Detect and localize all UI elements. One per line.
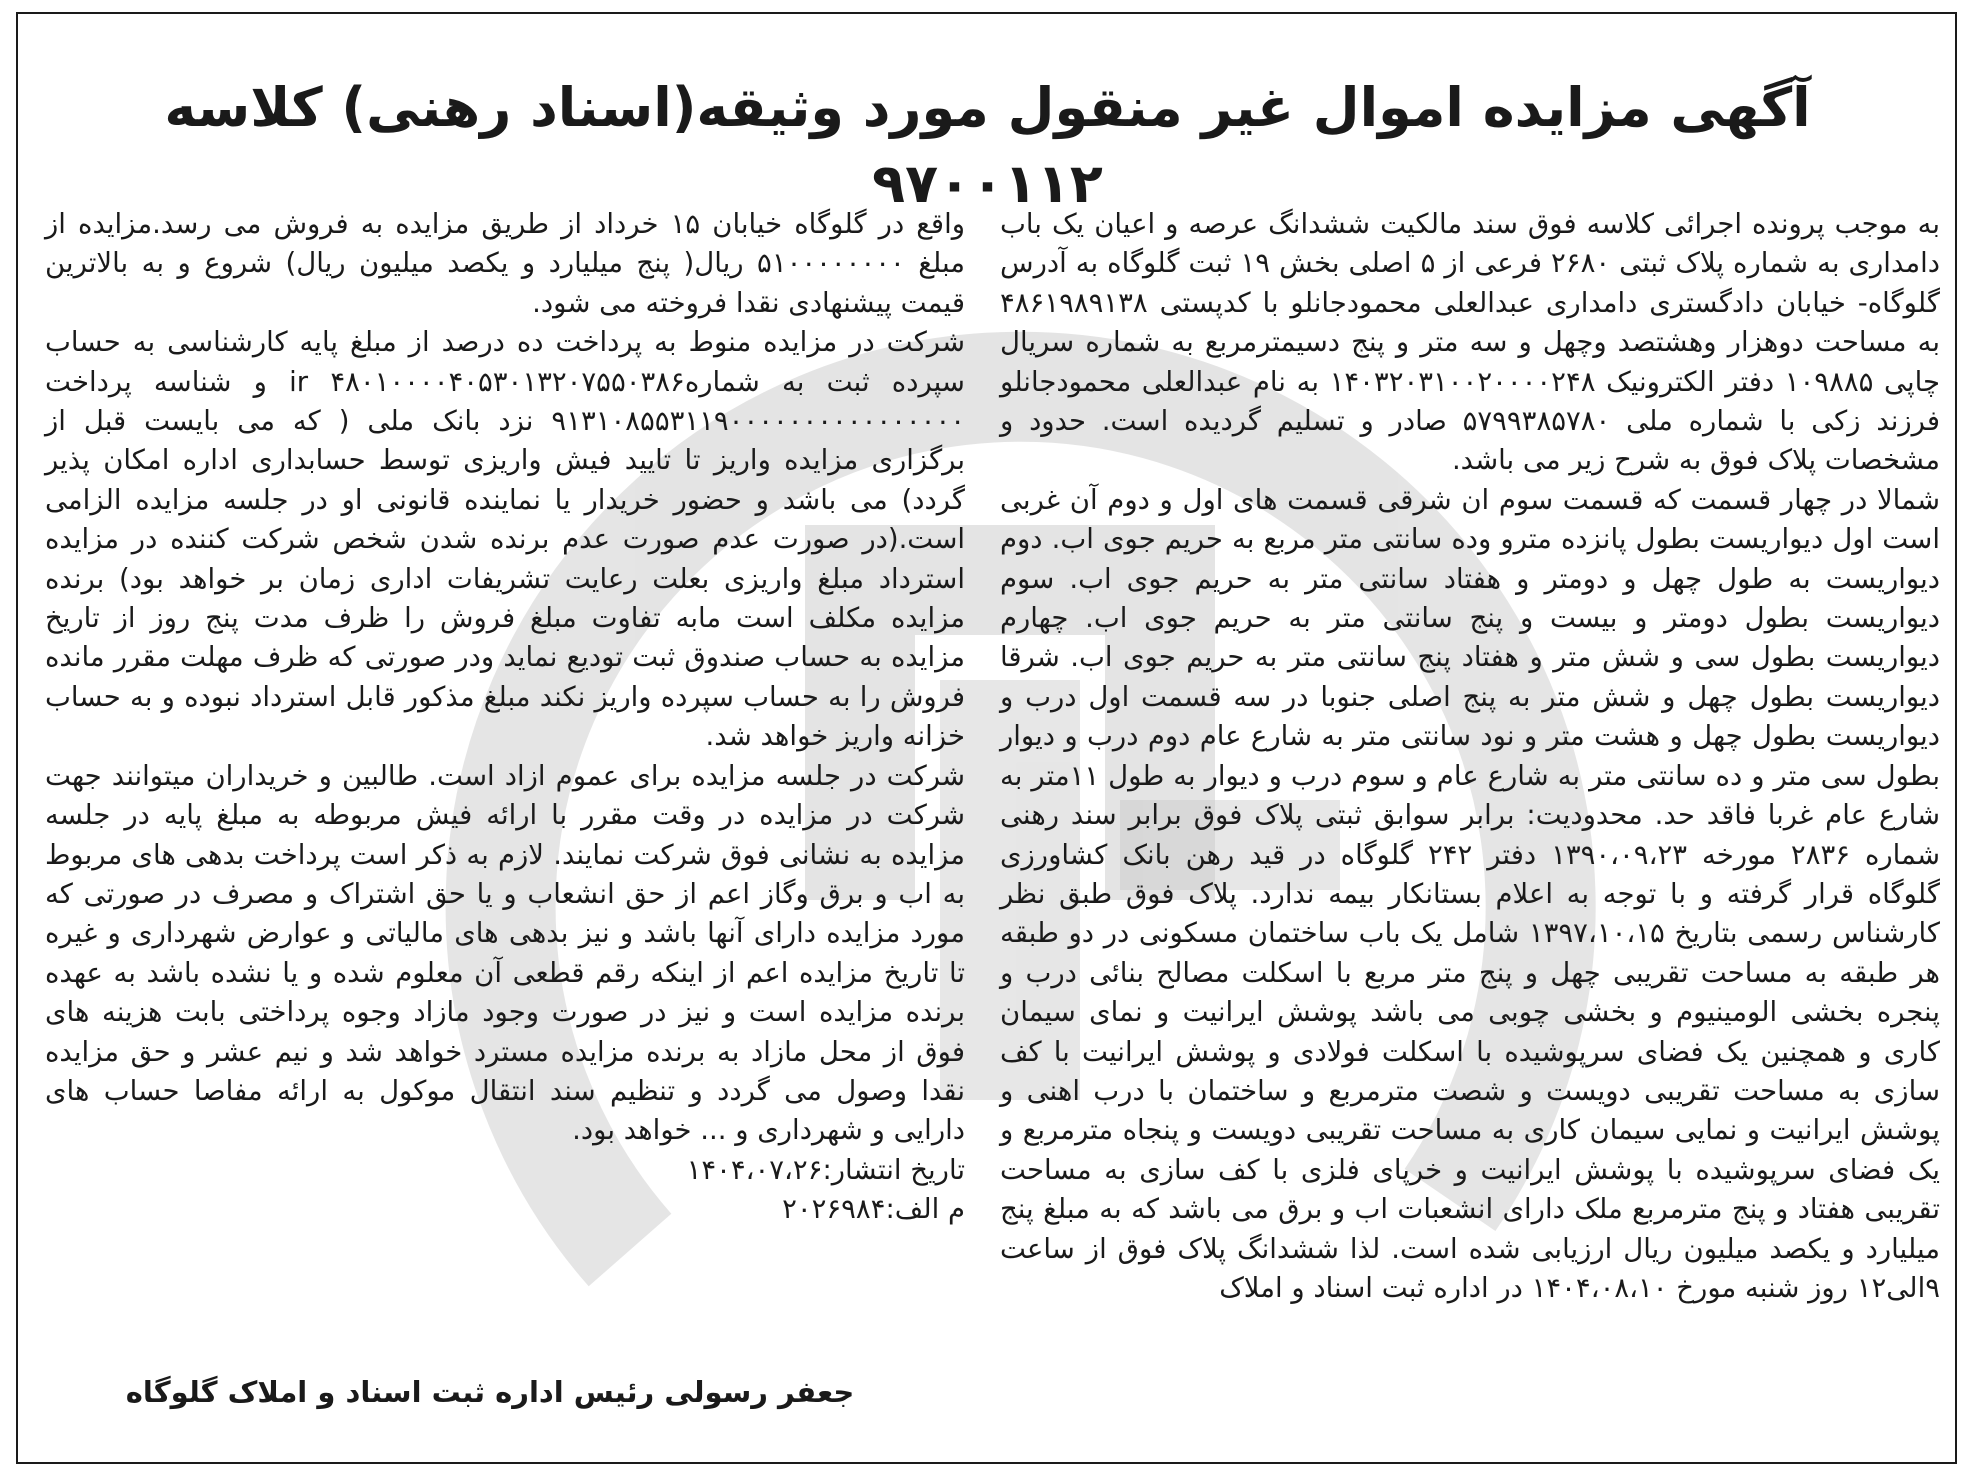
reference-number: م الف:۲۰۲۶۹۸۴ (782, 1193, 965, 1226)
auction-location-paragraph: واقع در گلوگاه خیابان ۱۵ خرداد از طریق مزایده به فروش می رسد.مزایده از مبلغ ۵۱۰۰۰۰۰۰۰۰ ریال( پنج میلیارد و یکصد میلیون ریال) شروع و به بالاترین قیمت پیشنهادی نقدا فروخته می شود. (45, 208, 965, 319)
page-title: آگهی مزایده اموال غیر منقول مورد وثیقه(اسناد رهنی) کلاسه ۹۷۰۰۱۱۲ (164, 76, 1811, 215)
signature-line: جعفر رسولی رئیس اداره ثبت اسناد و املاک گلوگاه (125, 1375, 855, 1409)
participation-terms-paragraph: شرکت در مزایده منوط به پرداخت ده درصد از مبلغ پایه کارشناسی به حساب سپرده ثبت به شماره۴۸۰۱۰۰۰۰۴۰۵۳۰۱۳۲۰۷۵۵۰۳۸۶ ir و شناسه پرداخت ۹۱۳۱۰۸۵۵۳۱۱۹۰۰۰۰۰۰۰۰۰۰۰۰۰۰۰۰ نزد بانک ملی ( که می بایست قبل از برگزاری مزایده واریز تا تایید فیش واریزی توسط حسابداری اداره امکان پذیر گردد) می باشد و حضور خریدار یا نماینده قانونی او در جلسه مزایده الزامی است.(در صورت عدم صورت عدم برنده شدن شخص شرکت کننده در مزایده استرداد مبلغ واریزی بعلت رعایت تشریفات اداری زمان بر خواهد بود) برنده مزایده مکلف است مابه تفاوت مبلغ فروش را ظرف مدت پنج روز از تاریخ مزایده به حساب صندوق ثبت تودیع نماید ودر صورتی که ظرف مهلت مقرر مانده فروش را به حساب سپرده واریز نکند مبلغ مذکور قابل استرداد نبوده و به حساب خزانه واریز خواهد شد. (45, 326, 965, 753)
publish-date: تاریخ انتشار:۱۴۰۴،۰۷،۲۶ (686, 1153, 965, 1186)
left-column (45, 205, 965, 1230)
property-description-paragraph: به موجب پرونده اجرائی کلاسه فوق سند مالکیت ششدانگ عرصه و اعیان یک باب دامداری به شماره پلاک ثبتی ۲۶۸۰ فرعی از ۵ اصلی بخش ۱۹ ثبت گلوگاه به آدرس گلوگاه- خیابان دادگستری دامداری عبدالعلی محمودجانلو با کدپستی ۴۸۶۱۹۸۹۱۳۸ به مساحت دوهزار وهشتصد وچهل و سه متر و پنج دسیمترمربع به شماره سریال چاپی ۱۰۹۸۸۵ دفتر الکترونیک ۱۴۰۳۲۰۳۱۰۰۲۰۰۰۰۲۴۸ به نام عبدالعلی محمودجانلو فرزند زکی با شماره ملی ۵۷۹۹۳۸۵۷۸۰ صادر و تسلیم گردیده است. حدود و مشخصات پلاک فوق به شرح زیر می باشد. (1000, 208, 1941, 477)
public-session-paragraph: شرکت در جلسه مزایده برای عموم ازاد است. طالبین و خریداران میتوانند جهت شرکت در مزایده در وقت مقرر با ارائه فیش مربوطه به مبلغ پایه در جلسه مزایده به نشانی فوق شرکت نمایند. لازم به ذکر است پرداخت بدهی های مربوط به اب و برق وگاز اعم از حق انشعاب و یا حق اشتراک و مصرف در صورتی که مورد مزایده دارای آنها باشد و نیز بدهی های مالیاتی و عوارض شهرداری و غیره تا تاریخ مزایده اعم از اینکه رقم قطعی آن معلوم شده و یا نشده باشد به عهده برنده مزایده است و نیز در صورت وجود مازاد وجوه پرداختی بابت هزینه های فوق از محل مازاد به برنده مزایده مسترد خواهد شد و نیم عشر و حق مزایده نقدا وصول می گردد و تنظیم سند انتقال موکول به ارائه مفاصا حساب های دارایی و شهرداری و ... خواهد بود. (45, 759, 965, 1147)
right-column (1000, 205, 1940, 1308)
boundaries-paragraph: شمالا در چهار قسمت که قسمت سوم ان شرقی قسمت های اول و دوم آن غربی است اول دیواریست بطول پانزده مترو وده سانتی متر مربع به حریم جوی اب. دوم دیواریست به طول چهل و دومتر و هفتاد سانتی متر به حریم جوی اب. سوم دیواریست بطول دومتر و بیست و پنج سانتی متر به حریم جوی اب. چهارم دیواریست بطول سی و شش متر و هفتاد پنج سانتی متر به حریم جوی اب. شرقا دیواریست بطول چهل و شش متر به پنج اصلی جنوبا در سه قسمت اول درب و دیواریست بطول چهل و هشت متر و نود سانتی متر به شارع عام دوم درب و دیوار بطول سی متر و ده سانتی متر به شارع عام و سوم درب و دیوار به طول ۱۱متر به شارع عام غربا فاقد حد. محدودیت: برابر سوابق ثبتی پلاک فوق برابر سند رهنی شماره ۲۸۳۶ مورخه ۱۳۹۰،۰۹،۲۳ دفتر ۲۴۲ گلوگاه در قید رهن بانک کشاورزی گلوگاه قرار گرفته و با توجه به اعلام بستانکار بیمه ندارد. پلاک فوق طبق نظر کارشناس رسمی بتاریخ ۱۳۹۷،۱۰،۱۵ شامل یک باب ساختمان مسکونی در دو طبقه هر طبقه به مساحت تقریبی چهل و پنج متر مربع با اسکلت مصالح بنائی درب و پنجره بخشی الومینیوم و بخشی چوبی می باشد پوشش ایرانیت و نمای سیمان کاری و همچنین یک فضای سرپوشیده با اسکلت فولادی و پوشش ایرانیت با کف سازی به مساحت تقریبی دویست و شصت مترمربع و ساختمان با درب اهنی و پوشش ایرانیت و نمایی سیمان کاری به مساحت تقریبی دویست و پنجاه مترمربع و یک فضای سرپوشیده با پوشش ایرانیت و خرپای فلزی با کف سازی به مساحت تقریبی هفتاد و پنج مترمربع ملک دارای انشعبات اب و برق می باشد که به مبلغ پنج میلیارد و یکصد میلیون ریال ارزیابی شده است. لذا ششدانگ پلاک فوق از ساعت ۹الی۱۲ روز شنبه مورخ ۱۴۰۴،۰۸،۱۰ در اداره ثبت اسناد و املاک (1000, 483, 1941, 1304)
